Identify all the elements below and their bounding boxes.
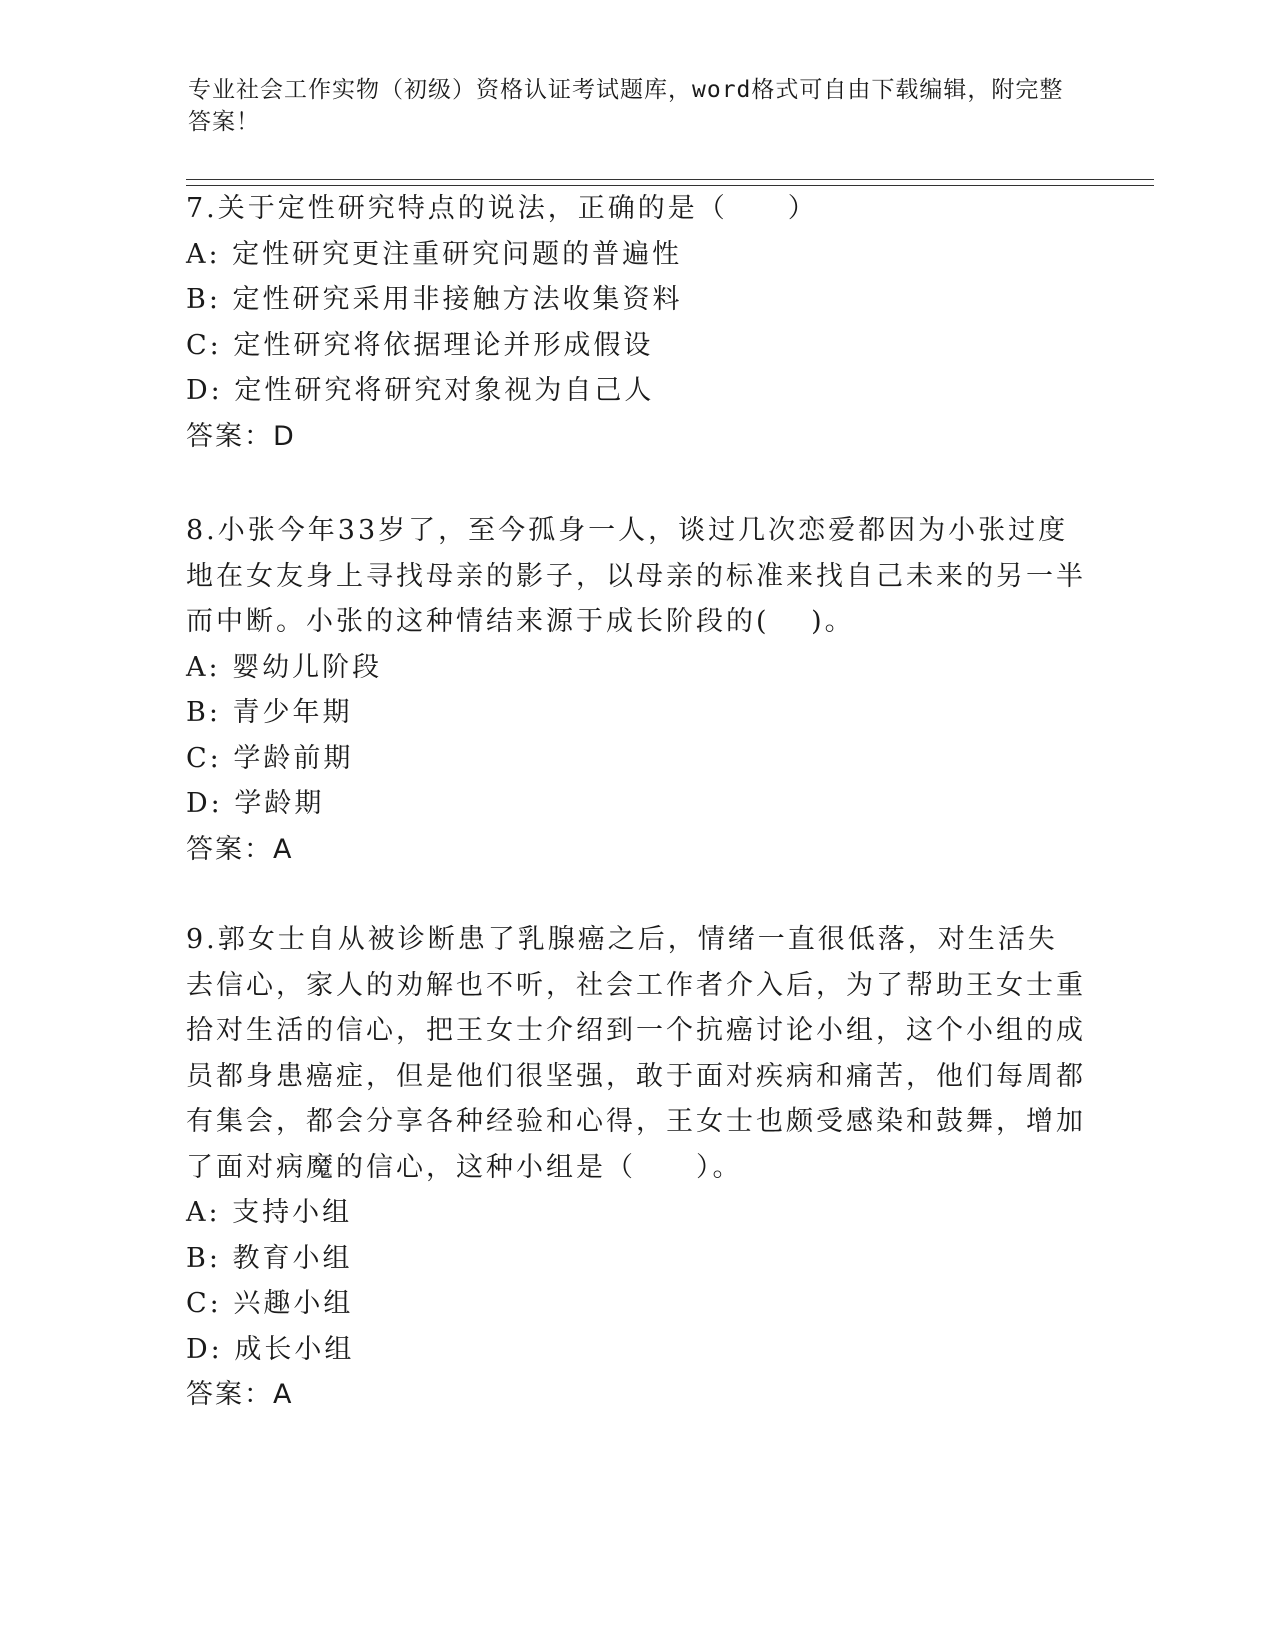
option-d: D: 学龄期 [186, 788, 325, 819]
answer: 答案：A [186, 1379, 294, 1410]
answer: 答案：A [186, 833, 294, 865]
option-b: B: 青少年期 [186, 697, 353, 728]
question-stem: 9.郭女士自从被诊断患了乳腺癌之后，情绪一直很低落，对生活失去信心，家人的劝解也不听，社会工作者介入后，为了帮助王女士重拾对生活的信心，把王女士介绍到一个抗癌讨论小组，这个小组的成员都身患癌症，但是他们很坚强，敢于面对疾病和痛苦，他们每周都有集会，都会分享各种经验和心得，王女士也颇受感染和鼓舞，增加了面对病魔的信心，这种小组是（ ）。 [186, 924, 1086, 1183]
question-stem: 7.关于定性研究特点的说法，正确的是（ ） [186, 193, 818, 224]
option-c: C: 学龄前期 [186, 742, 354, 774]
answer: 答案：D [186, 420, 296, 452]
option-b: B: 定性研究采用非接触方法收集资料 [186, 284, 683, 315]
question-9 [186, 917, 1086, 1418]
option-a: A: 定性研究更注重研究问题的普遍性 [186, 238, 683, 270]
option-d: D: 成长小组 [186, 1333, 355, 1365]
question-7 [186, 186, 1086, 459]
document-header: 专业社会工作实物（初级）资格认证考试题库，word格式可自由下载编辑，附完整答案！ [188, 77, 1064, 135]
header-divider [186, 179, 1154, 186]
option-a: A: 婴幼儿阶段 [186, 651, 383, 683]
option-b: B: 教育小组 [186, 1242, 353, 1274]
option-a: A: 支持小组 [186, 1197, 353, 1228]
option-c: C: 定性研究将依据理论并形成假设 [186, 329, 654, 361]
question-8 [186, 508, 1086, 872]
option-c: C: 兴趣小组 [186, 1288, 354, 1319]
question-stem: 8.小张今年33岁了，至今孤身一人，谈过几次恋爱都因为小张过度地在女友身上寻找母亲的影子，以母亲的标准来找自己未来的另一半而中断。小张的这种情结来源于成长阶段的( )。 [186, 515, 1086, 637]
option-d: D: 定性研究将研究对象视为自己人 [186, 375, 655, 406]
